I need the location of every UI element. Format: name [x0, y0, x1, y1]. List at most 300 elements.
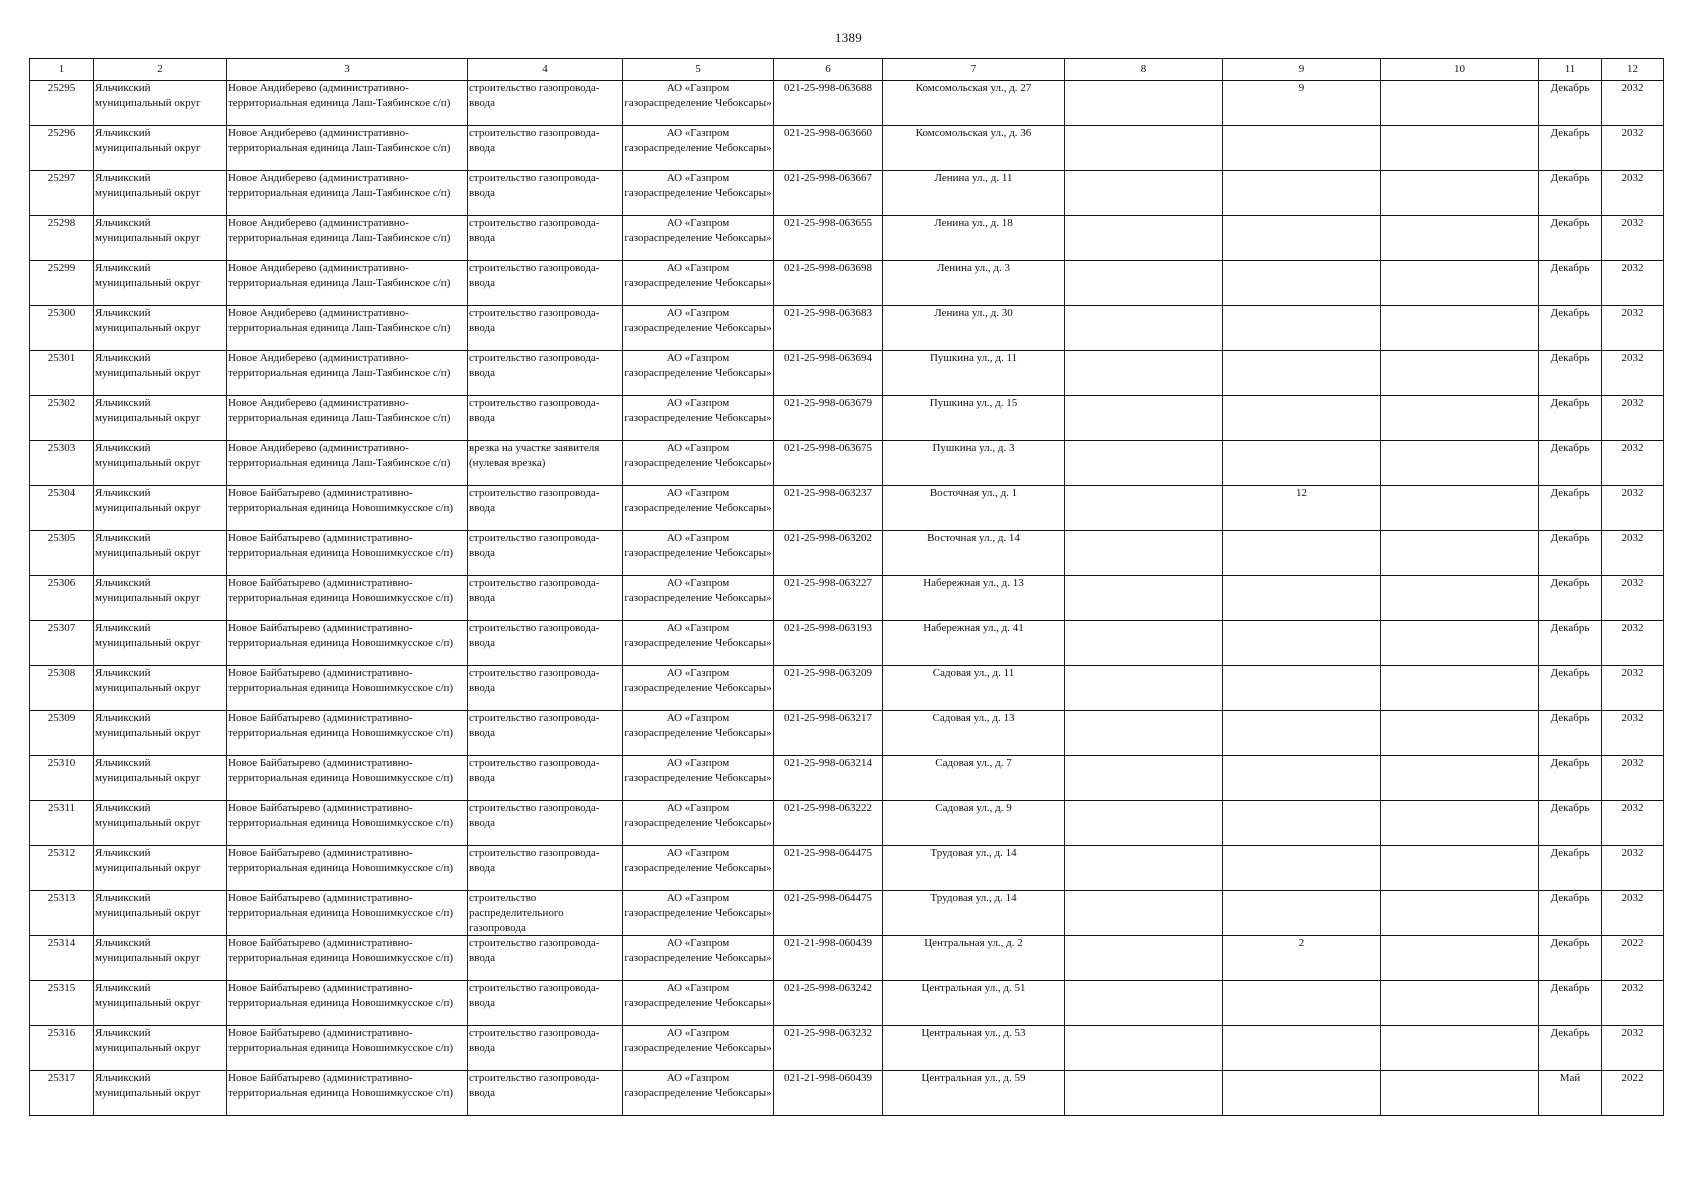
application-code-cell [774, 756, 883, 801]
month-cell [1539, 891, 1602, 936]
column-9-cell [1223, 441, 1381, 486]
locality-cell [227, 126, 468, 171]
column-10-cell [1381, 666, 1539, 711]
work-type-cell [468, 1071, 623, 1116]
column-8-cell-text [1066, 1026, 1221, 1070]
address-cell-text: Пушкина ул., д. 15 [929, 397, 1018, 409]
organization-cell [623, 531, 774, 576]
column-10-cell-text [1382, 306, 1537, 350]
month-cell-text: Декабрь [1550, 757, 1590, 769]
row-number-text: 25303 [47, 442, 76, 454]
month-cell-text: Декабрь [1550, 712, 1590, 724]
table-body [30, 81, 1664, 1116]
month-cell [1539, 711, 1602, 756]
column-header-1: 1 [30, 59, 94, 81]
work-type-cell-text: строительство газопровода-ввода [469, 82, 600, 109]
column-9-cell [1223, 216, 1381, 261]
month-cell-text: Декабрь [1550, 82, 1590, 94]
district-cell-text: Яльчикский муниципальный округ [95, 487, 201, 514]
column-9-cell-text [1224, 666, 1379, 710]
column-8-cell [1065, 126, 1223, 171]
organization-cell [623, 936, 774, 981]
year-cell [1602, 171, 1664, 216]
year-cell-text: 2032 [1621, 352, 1644, 364]
work-type-cell-text: строительство газопровода-ввода [469, 172, 600, 199]
column-10-cell [1381, 801, 1539, 846]
column-10-cell-text [1382, 216, 1537, 260]
address-cell-text: Восточная ул., д. 1 [929, 487, 1018, 499]
row-number-text: 25295 [47, 82, 76, 94]
application-code-cell [774, 261, 883, 306]
column-10-cell-text [1382, 846, 1537, 890]
column-8-cell [1065, 981, 1223, 1026]
application-code-cell [774, 351, 883, 396]
application-code-cell [774, 306, 883, 351]
organization-cell [623, 351, 774, 396]
column-10-cell [1381, 531, 1539, 576]
organization-cell [623, 711, 774, 756]
row-number [30, 936, 94, 981]
column-8-cell-text [1066, 171, 1221, 215]
column-8-cell [1065, 846, 1223, 891]
month-cell [1539, 1026, 1602, 1071]
column-9-cell-text [1224, 1071, 1379, 1115]
work-type-cell [468, 621, 623, 666]
column-header-8: 8 [1065, 59, 1223, 81]
locality-cell-text: Новое Байбатырево (административно-территориальная единица Новошимкусское с/п) [228, 667, 454, 694]
locality-cell [227, 216, 468, 261]
column-8-cell-text [1066, 576, 1221, 620]
column-10-cell [1381, 261, 1539, 306]
work-type-cell [468, 801, 623, 846]
district-cell [94, 666, 227, 711]
district-cell [94, 1026, 227, 1071]
work-type-cell-text: строительство газопровода-ввода [469, 847, 600, 874]
month-cell-text: Декабрь [1550, 622, 1590, 634]
row-number-text: 25306 [47, 577, 76, 589]
month-cell [1539, 351, 1602, 396]
application-code-cell-text: 021-25-998-064475 [784, 847, 872, 859]
application-code-cell-text: 021-25-998-063232 [784, 1027, 872, 1039]
row-number [30, 486, 94, 531]
year-cell-text: 2032 [1621, 982, 1644, 994]
organization-cell-text: АО «Газпром газораспределение Чебоксары» [624, 307, 772, 334]
year-cell [1602, 396, 1664, 441]
table-row [30, 126, 1664, 171]
district-cell-text: Яльчикский муниципальный округ [95, 802, 201, 829]
month-cell-text: Декабрь [1550, 307, 1590, 319]
address-cell [883, 756, 1065, 801]
address-cell-text: Садовая ул., д. 13 [932, 712, 1015, 724]
month-cell [1539, 801, 1602, 846]
column-10-cell [1381, 171, 1539, 216]
column-9-cell [1223, 846, 1381, 891]
column-8-cell-text [1066, 711, 1221, 755]
month-cell [1539, 981, 1602, 1026]
row-number [30, 441, 94, 486]
month-cell [1539, 396, 1602, 441]
district-cell-text: Яльчикский муниципальный округ [95, 307, 201, 334]
year-cell-text: 2032 [1621, 397, 1644, 409]
organization-cell [623, 891, 774, 936]
column-10-cell [1381, 441, 1539, 486]
year-cell-text: 2022 [1621, 1072, 1644, 1084]
address-cell [883, 216, 1065, 261]
address-cell-text: Комсомольская ул., д. 27 [915, 82, 1032, 94]
organization-cell [623, 756, 774, 801]
work-type-cell-text: строительство газопровода-ввода [469, 1072, 600, 1099]
year-cell [1602, 666, 1664, 711]
month-cell [1539, 261, 1602, 306]
table-row [30, 756, 1664, 801]
column-header-5: 5 [623, 59, 774, 81]
locality-cell [227, 846, 468, 891]
column-9-cell [1223, 81, 1381, 126]
organization-cell-text: АО «Газпром газораспределение Чебоксары» [624, 1072, 772, 1099]
table-row [30, 846, 1664, 891]
year-cell-text: 2032 [1621, 487, 1644, 499]
year-cell [1602, 621, 1664, 666]
locality-cell-text: Новое Андиберево (административно-территориальная единица Лаш-Таябинское с/п) [228, 442, 451, 469]
table-row [30, 261, 1664, 306]
column-8-cell [1065, 756, 1223, 801]
column-8-cell-text [1066, 216, 1221, 260]
application-code-cell-text: 021-25-998-063679 [784, 397, 872, 409]
locality-cell-text: Новое Андиберево (административно-территориальная единица Лаш-Таябинское с/п) [228, 172, 451, 199]
column-9-cell-text [1224, 126, 1379, 170]
column-9-cell [1223, 756, 1381, 801]
column-9-cell [1223, 621, 1381, 666]
locality-cell [227, 756, 468, 801]
application-code-cell-text: 021-25-998-063209 [784, 667, 872, 679]
locality-cell-text: Новое Байбатырево (административно-территориальная единица Новошимкусское с/п) [228, 487, 454, 514]
row-number-text: 25305 [47, 532, 76, 544]
column-8-cell [1065, 486, 1223, 531]
row-number [30, 216, 94, 261]
district-cell-text: Яльчикский муниципальный округ [95, 352, 201, 379]
column-10-cell-text [1382, 531, 1537, 575]
column-8-cell-text [1066, 981, 1221, 1025]
column-8-cell-text [1066, 351, 1221, 395]
district-cell [94, 936, 227, 981]
column-8-cell [1065, 621, 1223, 666]
row-number-text: 25308 [47, 667, 76, 679]
column-8-cell [1065, 171, 1223, 216]
address-cell [883, 621, 1065, 666]
work-type-cell-text: строительство газопровода-ввода [469, 802, 600, 829]
column-9-cell-text: 12 [1296, 487, 1307, 499]
row-number [30, 756, 94, 801]
address-cell-text: Набережная ул., д. 13 [923, 577, 1024, 589]
application-code-cell-text: 021-25-998-063202 [784, 532, 872, 544]
column-9-cell-text [1224, 171, 1379, 215]
application-code-cell-text: 021-25-998-063217 [784, 712, 872, 724]
locality-cell [227, 666, 468, 711]
column-9-cell-text [1224, 396, 1379, 440]
column-8-cell [1065, 216, 1223, 261]
application-code-cell [774, 441, 883, 486]
work-type-cell-text: строительство газопровода-ввода [469, 937, 600, 964]
organization-cell [623, 216, 774, 261]
locality-cell [227, 801, 468, 846]
district-cell [94, 1071, 227, 1116]
column-9-cell-text [1224, 306, 1379, 350]
year-cell [1602, 981, 1664, 1026]
column-8-cell-text [1066, 666, 1221, 710]
year-cell-text: 2032 [1621, 307, 1644, 319]
organization-cell-text: АО «Газпром газораспределение Чебоксары» [624, 487, 772, 514]
application-code-cell [774, 666, 883, 711]
table-row [30, 936, 1664, 981]
locality-cell [227, 261, 468, 306]
column-8-cell [1065, 801, 1223, 846]
column-9-cell-text: 2 [1298, 937, 1305, 949]
district-cell-text: Яльчикский муниципальный округ [95, 622, 201, 649]
locality-cell-text: Новое Андиберево (административно-территориальная единица Лаш-Таябинское с/п) [228, 82, 451, 109]
column-header-2: 2 [94, 59, 227, 81]
address-cell-text: Садовая ул., д. 9 [935, 802, 1012, 814]
application-code-cell [774, 711, 883, 756]
column-9-cell-text [1224, 576, 1379, 620]
address-cell [883, 171, 1065, 216]
column-8-cell-text [1066, 756, 1221, 800]
header-row [30, 59, 1664, 81]
address-cell-text: Восточная ул., д. 14 [927, 532, 1020, 544]
column-8-cell-text [1066, 801, 1221, 845]
month-cell-text: Декабрь [1550, 532, 1590, 544]
column-10-cell-text [1382, 441, 1537, 485]
locality-cell-text: Новое Андиберево (административно-территориальная единица Лаш-Таябинское с/п) [228, 262, 451, 289]
address-cell-text: Ленина ул., д. 11 [934, 172, 1013, 184]
column-8-cell [1065, 936, 1223, 981]
column-10-cell-text [1382, 171, 1537, 215]
address-cell [883, 261, 1065, 306]
organization-cell [623, 576, 774, 621]
application-code-cell-text: 021-25-998-063698 [784, 262, 872, 274]
column-9-cell [1223, 1071, 1381, 1116]
work-type-cell [468, 936, 623, 981]
column-9-cell-text [1224, 801, 1379, 845]
work-type-cell [468, 981, 623, 1026]
work-type-cell-text: строительство газопровода-ввода [469, 982, 600, 1009]
column-10-cell-text [1382, 936, 1537, 980]
organization-cell [623, 486, 774, 531]
column-8-cell [1065, 666, 1223, 711]
district-cell-text: Яльчикский муниципальный округ [95, 712, 201, 739]
work-type-cell-text: строительство газопровода-ввода [469, 577, 600, 604]
table-row [30, 216, 1664, 261]
month-cell-text: Май [1559, 1072, 1581, 1084]
locality-cell-text: Новое Байбатырево (административно-территориальная единица Новошимкусское с/п) [228, 982, 454, 1009]
column-8-cell [1065, 1071, 1223, 1116]
address-cell-text: Центральная ул., д. 51 [921, 982, 1026, 994]
row-number [30, 981, 94, 1026]
column-header-11: 11 [1539, 59, 1602, 81]
table-row [30, 711, 1664, 756]
column-9-cell [1223, 1026, 1381, 1071]
organization-cell [623, 171, 774, 216]
work-type-cell-text: строительство газопровода-ввода [469, 712, 600, 739]
year-cell [1602, 1071, 1664, 1116]
address-cell [883, 891, 1065, 936]
district-cell [94, 126, 227, 171]
district-cell-text: Яльчикский муниципальный округ [95, 667, 201, 694]
row-number [30, 126, 94, 171]
organization-cell [623, 396, 774, 441]
district-cell-text: Яльчикский муниципальный округ [95, 937, 201, 964]
column-10-cell [1381, 486, 1539, 531]
address-cell [883, 441, 1065, 486]
month-cell [1539, 621, 1602, 666]
table-row [30, 666, 1664, 711]
address-cell-text: Трудовая ул., д. 14 [930, 892, 1017, 904]
work-type-cell [468, 666, 623, 711]
district-cell [94, 396, 227, 441]
year-cell [1602, 531, 1664, 576]
year-cell-text: 2032 [1621, 532, 1644, 544]
register-table [29, 58, 1664, 1116]
month-cell-text: Декабрь [1550, 352, 1590, 364]
column-8-cell-text [1066, 621, 1221, 665]
application-code-cell-text: 021-25-998-063675 [784, 442, 872, 454]
column-10-cell-text [1382, 351, 1537, 395]
column-8-cell [1065, 576, 1223, 621]
application-code-cell-text: 021-25-998-063655 [784, 217, 872, 229]
application-code-cell-text: 021-25-998-063667 [784, 172, 872, 184]
column-8-cell-text [1066, 126, 1221, 170]
row-number [30, 711, 94, 756]
organization-cell-text: АО «Газпром газораспределение Чебоксары» [624, 397, 772, 424]
work-type-cell [468, 1026, 623, 1071]
work-type-cell-text: строительство газопровода-ввода [469, 352, 600, 379]
work-type-cell-text: строительство газопровода-ввода [469, 532, 600, 559]
work-type-cell [468, 576, 623, 621]
column-8-cell-text [1066, 486, 1221, 530]
organization-cell-text: АО «Газпром газораспределение Чебоксары» [624, 577, 772, 604]
work-type-cell-text: строительство газопровода-ввода [469, 307, 600, 334]
organization-cell-text: АО «Газпром газораспределение Чебоксары» [624, 622, 772, 649]
table-row [30, 576, 1664, 621]
locality-cell [227, 1071, 468, 1116]
year-cell [1602, 711, 1664, 756]
locality-cell-text: Новое Байбатырево (административно-территориальная единица Новошимкусское с/п) [228, 532, 454, 559]
district-cell-text: Яльчикский муниципальный округ [95, 262, 201, 289]
month-cell [1539, 531, 1602, 576]
year-cell [1602, 306, 1664, 351]
row-number-text: 25301 [47, 352, 76, 364]
address-cell [883, 126, 1065, 171]
month-cell [1539, 756, 1602, 801]
work-type-cell-text: строительство газопровода-ввода [469, 622, 600, 649]
row-number-text: 25304 [47, 487, 76, 499]
year-cell-text: 2032 [1621, 892, 1644, 904]
month-cell-text: Декабрь [1550, 667, 1590, 679]
organization-cell [623, 261, 774, 306]
application-code-cell [774, 531, 883, 576]
column-header-4: 4 [468, 59, 623, 81]
work-type-cell-text: строительство газопровода-ввода [469, 757, 600, 784]
column-9-cell [1223, 486, 1381, 531]
address-cell-text: Набережная ул., д. 41 [923, 622, 1024, 634]
application-code-cell [774, 576, 883, 621]
year-cell [1602, 81, 1664, 126]
column-10-cell-text [1382, 801, 1537, 845]
row-number [30, 81, 94, 126]
locality-cell-text: Новое Байбатырево (административно-территориальная единица Новошимкусское с/п) [228, 802, 454, 829]
table-row [30, 891, 1664, 936]
column-10-cell-text [1382, 666, 1537, 710]
column-8-cell-text [1066, 1071, 1221, 1115]
column-header-10: 10 [1381, 59, 1539, 81]
column-8-cell-text [1066, 441, 1221, 485]
column-10-cell [1381, 936, 1539, 981]
column-header-7: 7 [883, 59, 1065, 81]
locality-cell [227, 396, 468, 441]
locality-cell-text: Новое Байбатырево (административно-территориальная единица Новошимкусское с/п) [228, 1027, 454, 1054]
locality-cell [227, 81, 468, 126]
month-cell-text: Декабрь [1550, 577, 1590, 589]
application-code-cell [774, 936, 883, 981]
application-code-cell-text: 021-25-998-063222 [784, 802, 872, 814]
address-cell [883, 846, 1065, 891]
locality-cell-text: Новое Андиберево (административно-территориальная единица Лаш-Таябинское с/п) [228, 397, 451, 424]
district-cell [94, 576, 227, 621]
row-number-text: 25311 [47, 802, 76, 814]
year-cell [1602, 351, 1664, 396]
organization-cell-text: АО «Газпром газораспределение Чебоксары» [624, 937, 772, 964]
month-cell [1539, 486, 1602, 531]
work-type-cell [468, 306, 623, 351]
column-8-cell [1065, 711, 1223, 756]
year-cell [1602, 891, 1664, 936]
column-10-cell [1381, 396, 1539, 441]
address-cell-text: Ленина ул., д. 18 [934, 217, 1013, 229]
month-cell [1539, 576, 1602, 621]
row-number [30, 666, 94, 711]
column-9-cell [1223, 981, 1381, 1026]
row-number [30, 396, 94, 441]
month-cell [1539, 216, 1602, 261]
column-8-cell-text [1066, 891, 1221, 935]
month-cell [1539, 846, 1602, 891]
locality-cell [227, 486, 468, 531]
row-number [30, 891, 94, 936]
locality-cell-text: Новое Байбатырево (административно-территориальная единица Новошимкусское с/п) [228, 847, 454, 874]
district-cell [94, 261, 227, 306]
column-9-cell [1223, 891, 1381, 936]
locality-cell [227, 711, 468, 756]
column-8-cell [1065, 891, 1223, 936]
address-cell [883, 981, 1065, 1026]
work-type-cell-text: строительство распределительного газопровода [469, 892, 564, 934]
column-10-cell-text [1382, 261, 1537, 305]
application-code-cell-text: 021-25-998-063227 [784, 577, 872, 589]
district-cell [94, 216, 227, 261]
application-code-cell [774, 981, 883, 1026]
column-10-cell [1381, 846, 1539, 891]
year-cell-text: 2032 [1621, 172, 1644, 184]
column-10-cell-text [1382, 126, 1537, 170]
year-cell [1602, 1026, 1664, 1071]
locality-cell [227, 891, 468, 936]
work-type-cell-text: строительство газопровода-ввода [469, 127, 600, 154]
column-9-cell-text [1224, 351, 1379, 395]
table-row [30, 306, 1664, 351]
address-cell [883, 576, 1065, 621]
district-cell-text: Яльчикский муниципальный округ [95, 82, 201, 109]
table-row [30, 351, 1664, 396]
year-cell-text: 2032 [1621, 1027, 1644, 1039]
